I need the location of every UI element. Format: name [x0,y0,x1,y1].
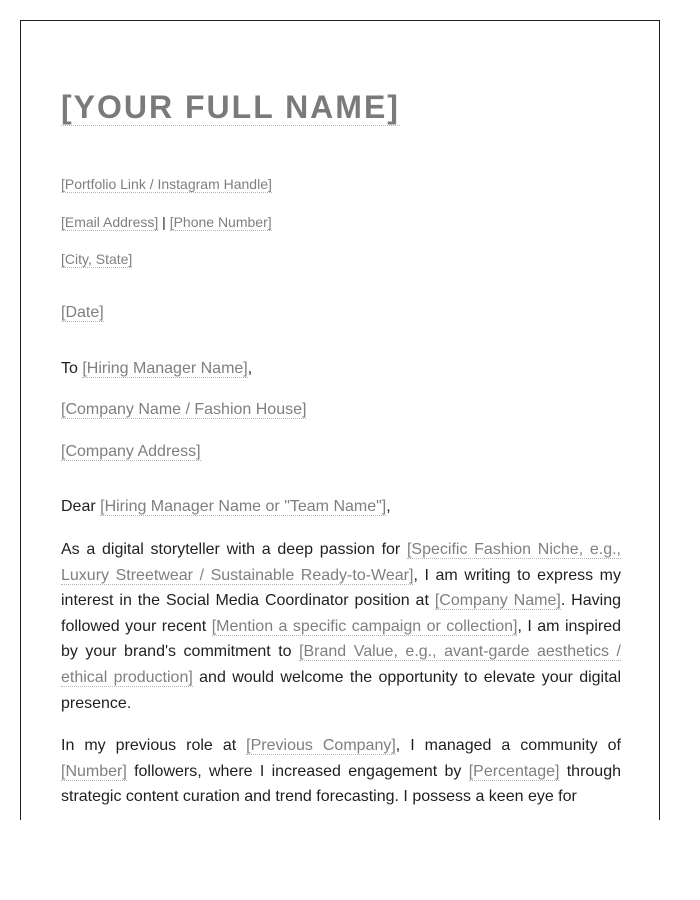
company-name-inline-placeholder[interactable]: [Company Name] [434,592,561,610]
paragraph-2 [61,733,621,810]
campaign-placeholder[interactable]: [Mention a specific campaign or collection] [211,617,518,635]
phone-placeholder[interactable]: [Phone Number] [169,214,272,230]
portfolio-placeholder[interactable]: [Portfolio Link / Instagram Handle] [61,176,272,192]
full-name-placeholder[interactable]: [YOUR FULL NAME] [61,89,400,125]
p1-text-1: As a digital storyteller with a deep passion for [61,541,407,558]
salutation-line [61,497,391,517]
p1-text-5: and would welcome the opportunity to elevate your digital presence. [61,668,621,712]
document-page [20,20,660,820]
company-address-placeholder[interactable]: [Company Address] [61,443,201,460]
date-placeholder[interactable]: [Date] [61,304,104,321]
p1-text-4: , I am inspired by your brand's commitment to [61,617,622,661]
p2-text-3: followers, where I increased engagement by [126,762,469,780]
to-prefix: To [61,360,83,377]
hiring-manager-placeholder[interactable]: [Hiring Manager Name] [82,360,248,377]
full-name-heading [61,87,400,127]
follower-number-placeholder[interactable]: [Number] [61,762,127,780]
city-line [61,250,132,268]
paragraph-1 [61,537,621,716]
salutation-name-placeholder[interactable]: [Hiring Manager Name or "Team Name"] [100,498,387,515]
brand-value-placeholder[interactable]: [Brand Value, e.g., avant-garde aesthetics / ethical production] [61,643,621,686]
salutation-suffix: , [386,498,391,515]
p1-text-3: . Having followed your recent [61,592,621,635]
address-line [61,442,201,462]
to-suffix: , [247,360,253,377]
contact-separator: | [158,214,170,230]
company-name-placeholder[interactable]: [Company Name / Fashion House] [61,401,307,418]
percentage-placeholder[interactable]: [Percentage] [468,762,560,780]
p1-text-2: , I am writing to express my interest in the Social Media Coordinator position at [61,566,621,610]
recipient-line [61,359,252,379]
salutation-prefix: Dear [61,498,101,515]
company-line [61,400,306,420]
email-placeholder[interactable]: [Email Address] [61,214,159,230]
p2-text-4: through strategic content curation and trend forecasting. I possess a keen eye for [61,762,621,806]
portfolio-line [61,175,272,193]
city-placeholder[interactable]: [City, State] [61,251,133,267]
p2-text-2: , I managed a community of [395,737,621,754]
fashion-niche-placeholder[interactable]: [Specific Fashion Niche, e.g., Luxury Streetwear / Sustainable Ready-to-Wear] [61,541,621,584]
date-line [61,303,104,323]
previous-company-placeholder[interactable]: [Previous Company] [246,737,396,754]
contact-line [61,213,272,231]
p2-text-1: In my previous role at [61,737,247,754]
